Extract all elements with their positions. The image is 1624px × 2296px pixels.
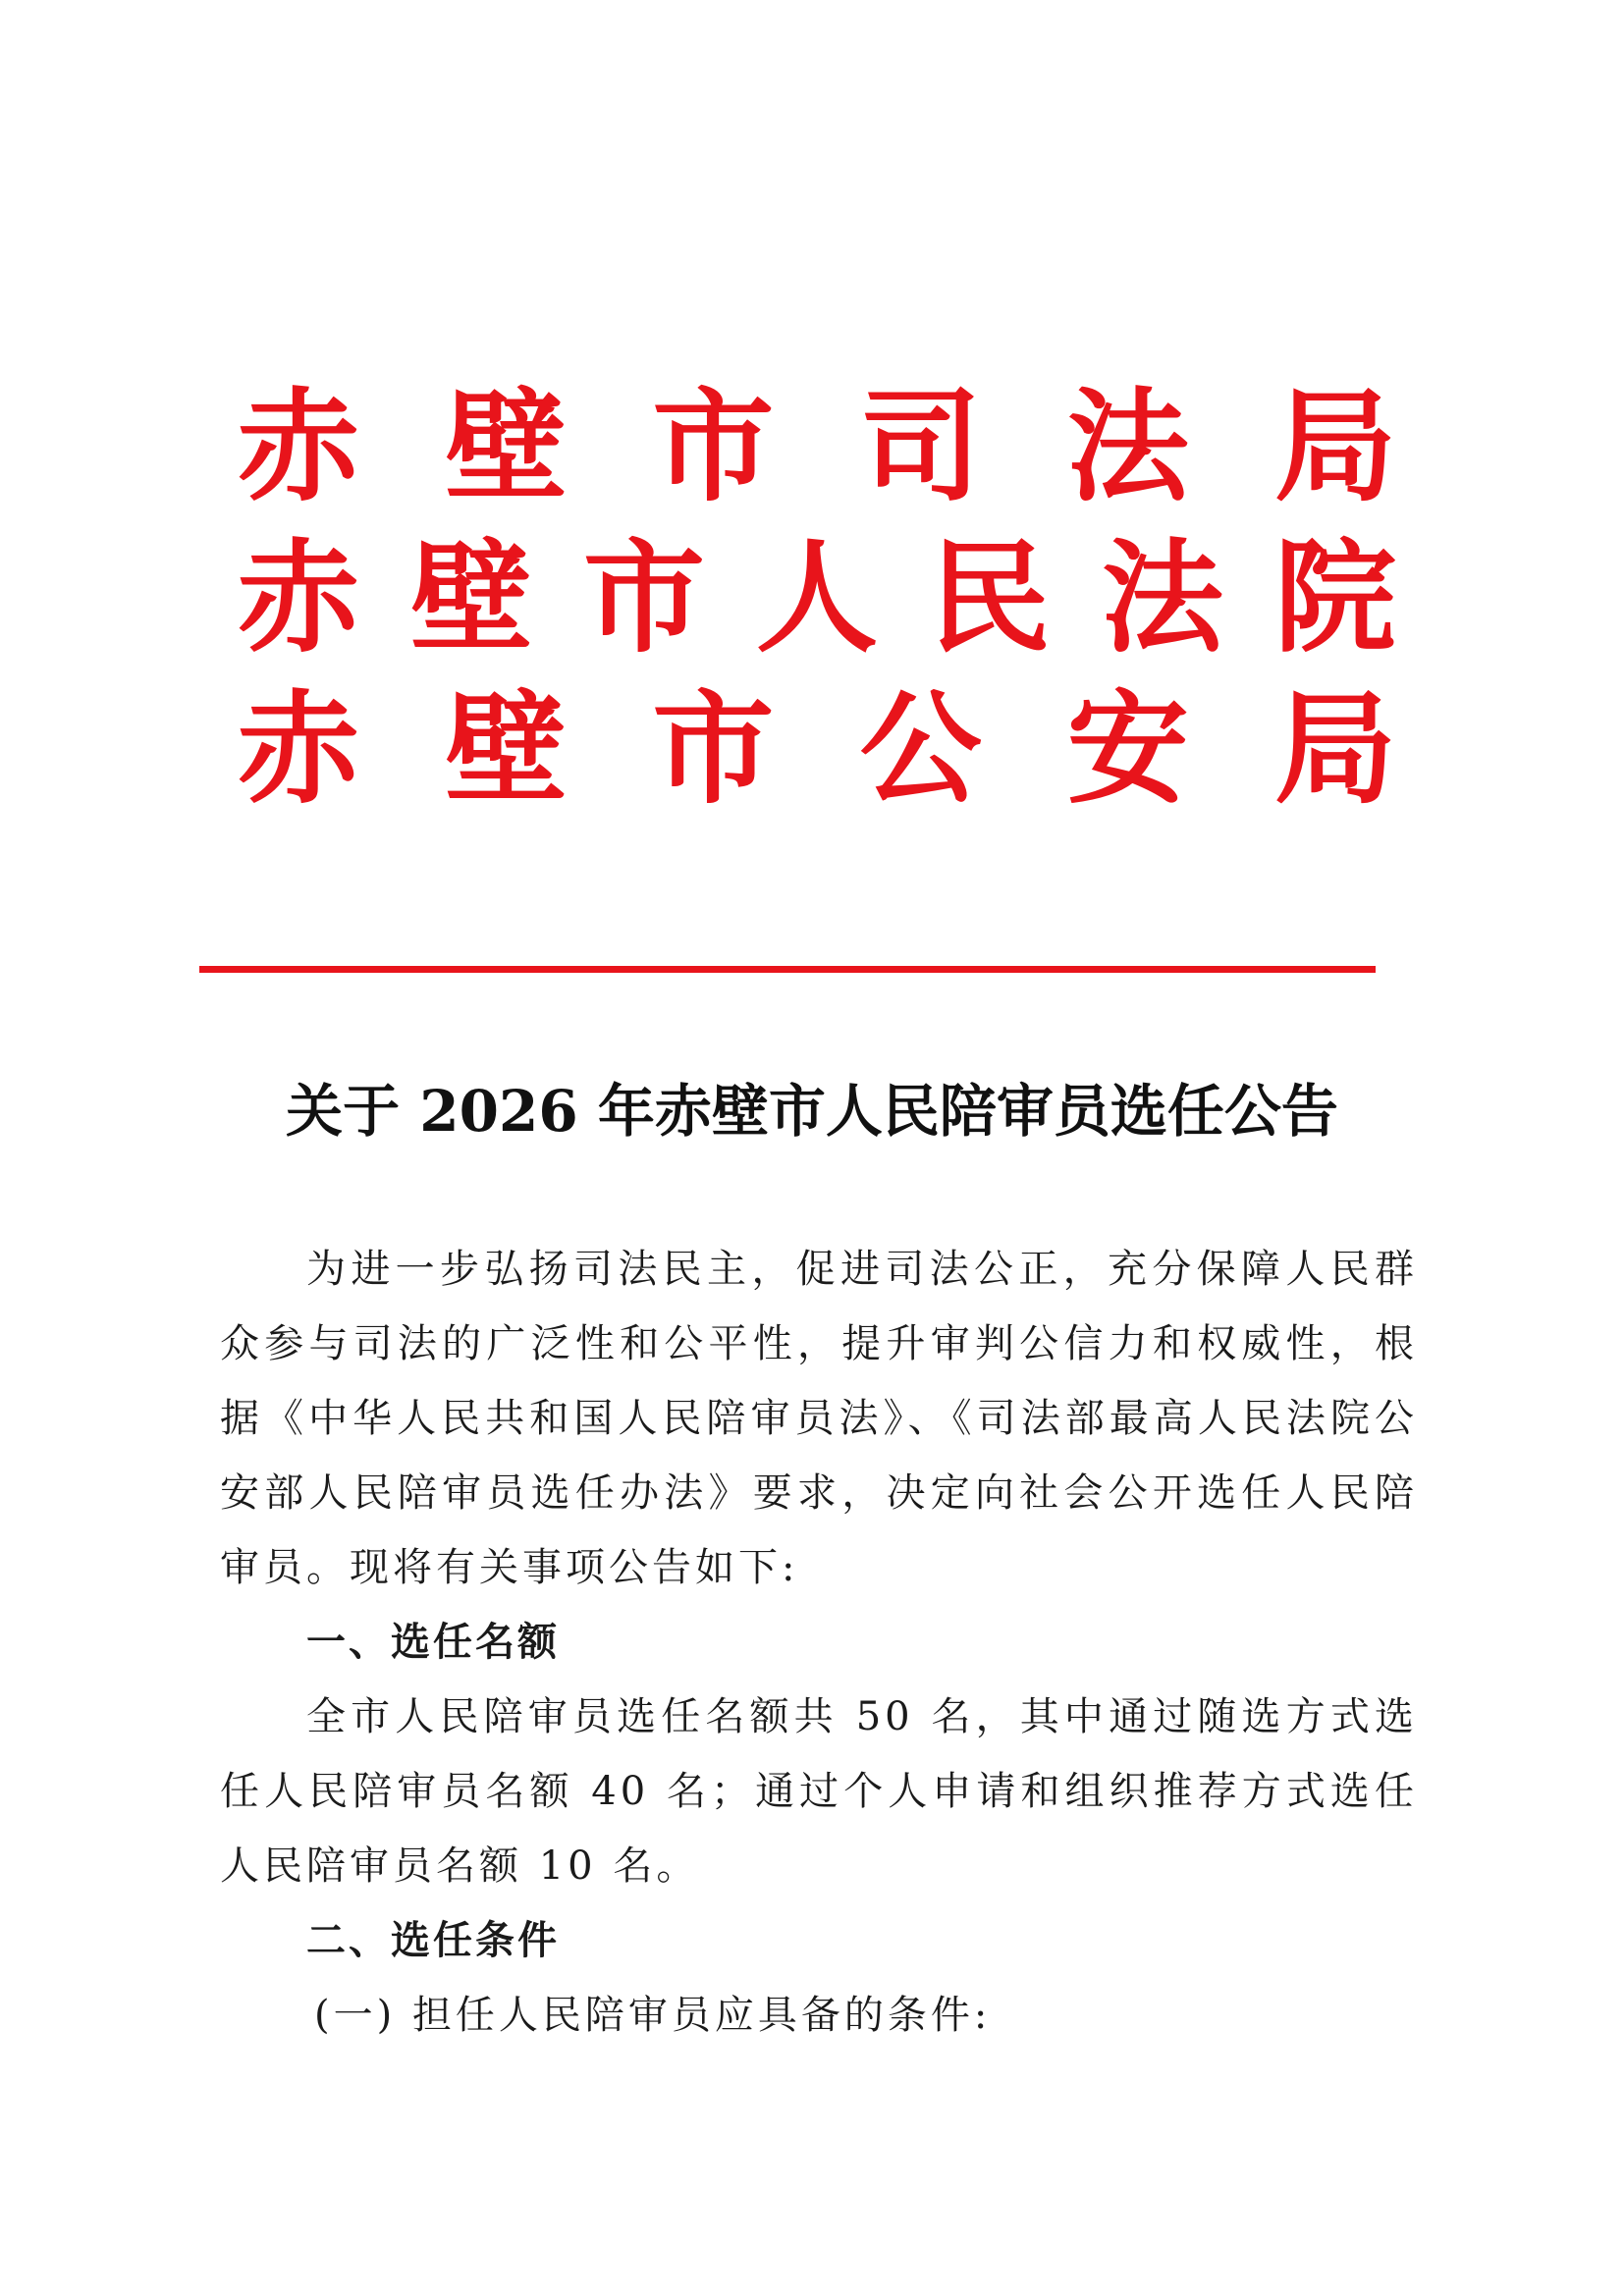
letterhead-char: 民 xyxy=(928,528,1051,669)
letterhead-char: 赤 xyxy=(238,377,360,518)
intro-paragraph: 为进一步弘扬司法民主，促进司法公正，充分保障人民群众参与司法的广泛性和公平性，提升审判公信力和权威性，根据《中华人民共和国人民陪审员法》、《司法部最高人民法院公安部人民陪审员选任办法》要求，决定向社会公开选任人民陪审员。现将有关事项公告如下: xyxy=(220,1247,1418,1590)
letterhead-line-judicial-bureau xyxy=(238,379,1396,516)
letterhead-char: 安 xyxy=(1066,679,1189,821)
quota-paragraph: 全市人民陪审员选任名额共 50 名，其中通过随选方式选任人民陪审员名额 40 名；通过个人申请和组织推荐方式选任人民陪审员名额 10 名。 xyxy=(220,1694,1418,1889)
letterhead-char: 市 xyxy=(652,679,775,821)
letterhead-char: 人 xyxy=(755,528,878,669)
letterhead-char: 市 xyxy=(652,377,775,518)
letterhead-char: 司 xyxy=(859,377,982,518)
letterhead-char: 赤 xyxy=(238,528,360,669)
letterhead-char: 壁 xyxy=(445,377,568,518)
letterhead-line-public-security-bureau xyxy=(238,681,1396,819)
letterhead-char: 壁 xyxy=(409,528,532,669)
letterhead-char: 市 xyxy=(582,528,705,669)
letterhead-char: 法 xyxy=(1066,377,1189,518)
section-heading-quota: 一、选任名额 xyxy=(306,1620,560,1665)
document-body xyxy=(220,1232,1418,2053)
letterhead-char: 院 xyxy=(1273,528,1396,669)
letterhead-char: 赤 xyxy=(238,679,360,821)
subsection-conditions-item-1: (一) 担任人民陪审员应具备的条件: xyxy=(314,1993,992,2038)
letterhead-char: 局 xyxy=(1273,679,1396,821)
letterhead-line-peoples-court xyxy=(238,530,1396,667)
letterhead-char: 壁 xyxy=(445,679,568,821)
letterhead-divider xyxy=(199,966,1376,973)
document-title: 关于 2026 年赤壁市人民陪审员选任公告 xyxy=(286,1078,1338,1145)
letterhead-char: 公 xyxy=(859,679,982,821)
section-heading-conditions: 二、选任条件 xyxy=(306,1918,560,1963)
letterhead-char: 局 xyxy=(1273,377,1396,518)
letterhead-char: 法 xyxy=(1101,528,1223,669)
